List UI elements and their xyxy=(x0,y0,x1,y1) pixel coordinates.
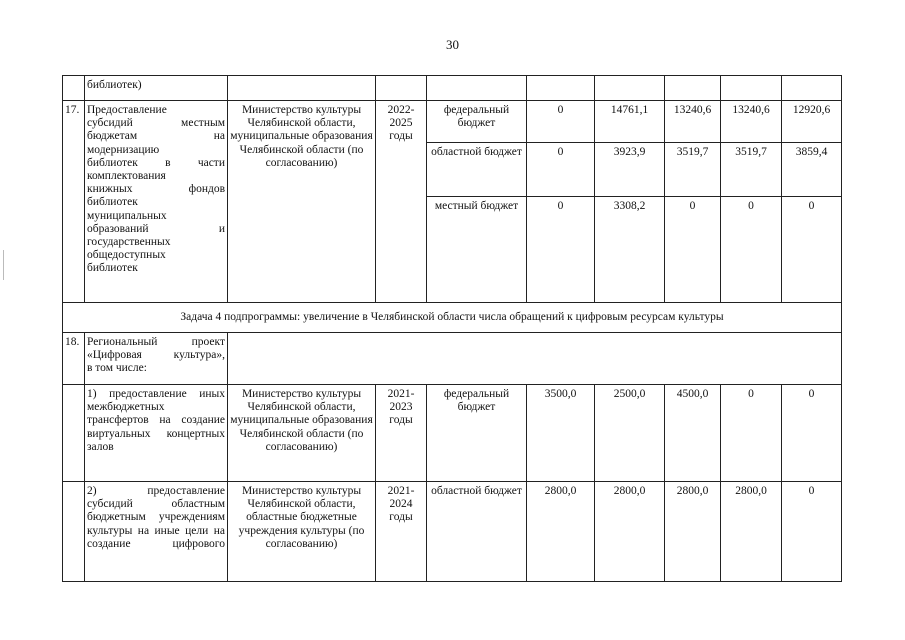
page-number: 30 xyxy=(446,37,459,52)
program-table xyxy=(62,75,842,582)
name-line: комплектования xyxy=(87,170,166,183)
cell-no xyxy=(63,385,85,482)
cell-value: 2800,0 xyxy=(595,482,665,582)
cell-name: 1) предоставление иных межбюджетных трансфертов на создание виртуальных концертных залов xyxy=(85,385,228,482)
cell-period: 2022-2025 годы xyxy=(376,101,427,303)
cell-value: 0 xyxy=(782,385,842,482)
cell-value: 2800,0 xyxy=(527,482,595,582)
name-line: книжных фондов xyxy=(87,183,225,196)
cell-source: федеральный бюджет xyxy=(427,101,527,143)
cell-value: 2800,0 xyxy=(721,482,782,582)
name-line: в том числе: xyxy=(87,362,147,375)
cell-value: 14761,1 xyxy=(595,101,665,143)
name-line: общедоступных xyxy=(87,249,166,262)
cell-value: 3519,7 xyxy=(721,143,782,197)
cell-name xyxy=(85,101,228,303)
cell-name: библиотек) xyxy=(85,76,228,101)
cell-value: 13240,6 xyxy=(665,101,721,143)
cell-period: 2021-2024 годы xyxy=(376,482,427,582)
cell-value: 0 xyxy=(527,143,595,197)
cell-value: 0 xyxy=(721,385,782,482)
cell-source: федеральный бюджет xyxy=(427,385,527,482)
cell-executor: Министерство культуры Челябинской области, областные бюджетные учреждения культуры (по согласованию) xyxy=(228,482,376,582)
cell-value: 0 xyxy=(527,197,595,303)
cell-value: 0 xyxy=(665,197,721,303)
cell-value: 12920,6 xyxy=(782,101,842,143)
cell-executor: Министерство культуры Челябинской области, муниципальные образования Челябинской области (по согласованию) xyxy=(228,101,376,303)
name-line: бюджетам на xyxy=(87,130,225,143)
name-line: модернизацию xyxy=(87,143,160,156)
cell-source: местный бюджет xyxy=(427,197,527,303)
name-line: «Цифровая культура», xyxy=(87,349,225,362)
cell-period: 2021-2023 годы xyxy=(376,385,427,482)
cell-value: 0 xyxy=(527,101,595,143)
cell-no xyxy=(63,482,85,582)
cell-source: областной бюджет xyxy=(427,143,527,197)
cell-no: 17. xyxy=(63,101,85,303)
cell-value: 0 xyxy=(782,482,842,582)
cell-value: 3923,9 xyxy=(595,143,665,197)
name-line: государственных xyxy=(87,236,171,249)
cell-value: 0 xyxy=(721,197,782,303)
scan-edge-mark xyxy=(3,250,4,280)
cell-value: 0 xyxy=(782,197,842,303)
cell-value: 3859,4 xyxy=(782,143,842,197)
name-line: образований и xyxy=(87,222,225,235)
name-line: библиотек в части xyxy=(87,156,225,169)
cell-value: 2800,0 xyxy=(665,482,721,582)
name-line: библиотек xyxy=(87,262,138,275)
cell-value: 13240,6 xyxy=(721,101,782,143)
cell-value: 3308,2 xyxy=(595,197,665,303)
cell-value: 4500,0 xyxy=(665,385,721,482)
cell-executor: Министерство культуры Челябинской области, муниципальные образования Челябинской области (по согласованию) xyxy=(228,385,376,482)
task-heading: Задача 4 подпрограммы: увеличение в Челябинской области числа обращений к цифровым ресурсам культуры xyxy=(63,303,842,333)
cell-no xyxy=(63,76,85,101)
cell-source: областной бюджет xyxy=(427,482,527,582)
table-row xyxy=(63,76,842,101)
cell-value: 2500,0 xyxy=(595,385,665,482)
table-row xyxy=(63,303,842,333)
table-row xyxy=(63,333,842,385)
name-line: муниципальных xyxy=(87,209,167,222)
cell-name xyxy=(85,333,228,385)
name-line: субсидий местным xyxy=(87,117,225,130)
cell-name: 2) предоставление субсидий областным бюджетным учреждениям культуры на иные цели на создание цифрового xyxy=(85,482,228,582)
table-row xyxy=(63,101,842,143)
table-row xyxy=(63,385,842,482)
table-row xyxy=(63,482,842,582)
cell-value: 3500,0 xyxy=(527,385,595,482)
name-line: Региональный проект xyxy=(87,336,225,348)
name-line: библиотек xyxy=(87,196,138,209)
cell-no: 18. xyxy=(63,333,85,385)
name-line: Предоставление xyxy=(87,104,167,116)
cell-value: 3519,7 xyxy=(665,143,721,197)
